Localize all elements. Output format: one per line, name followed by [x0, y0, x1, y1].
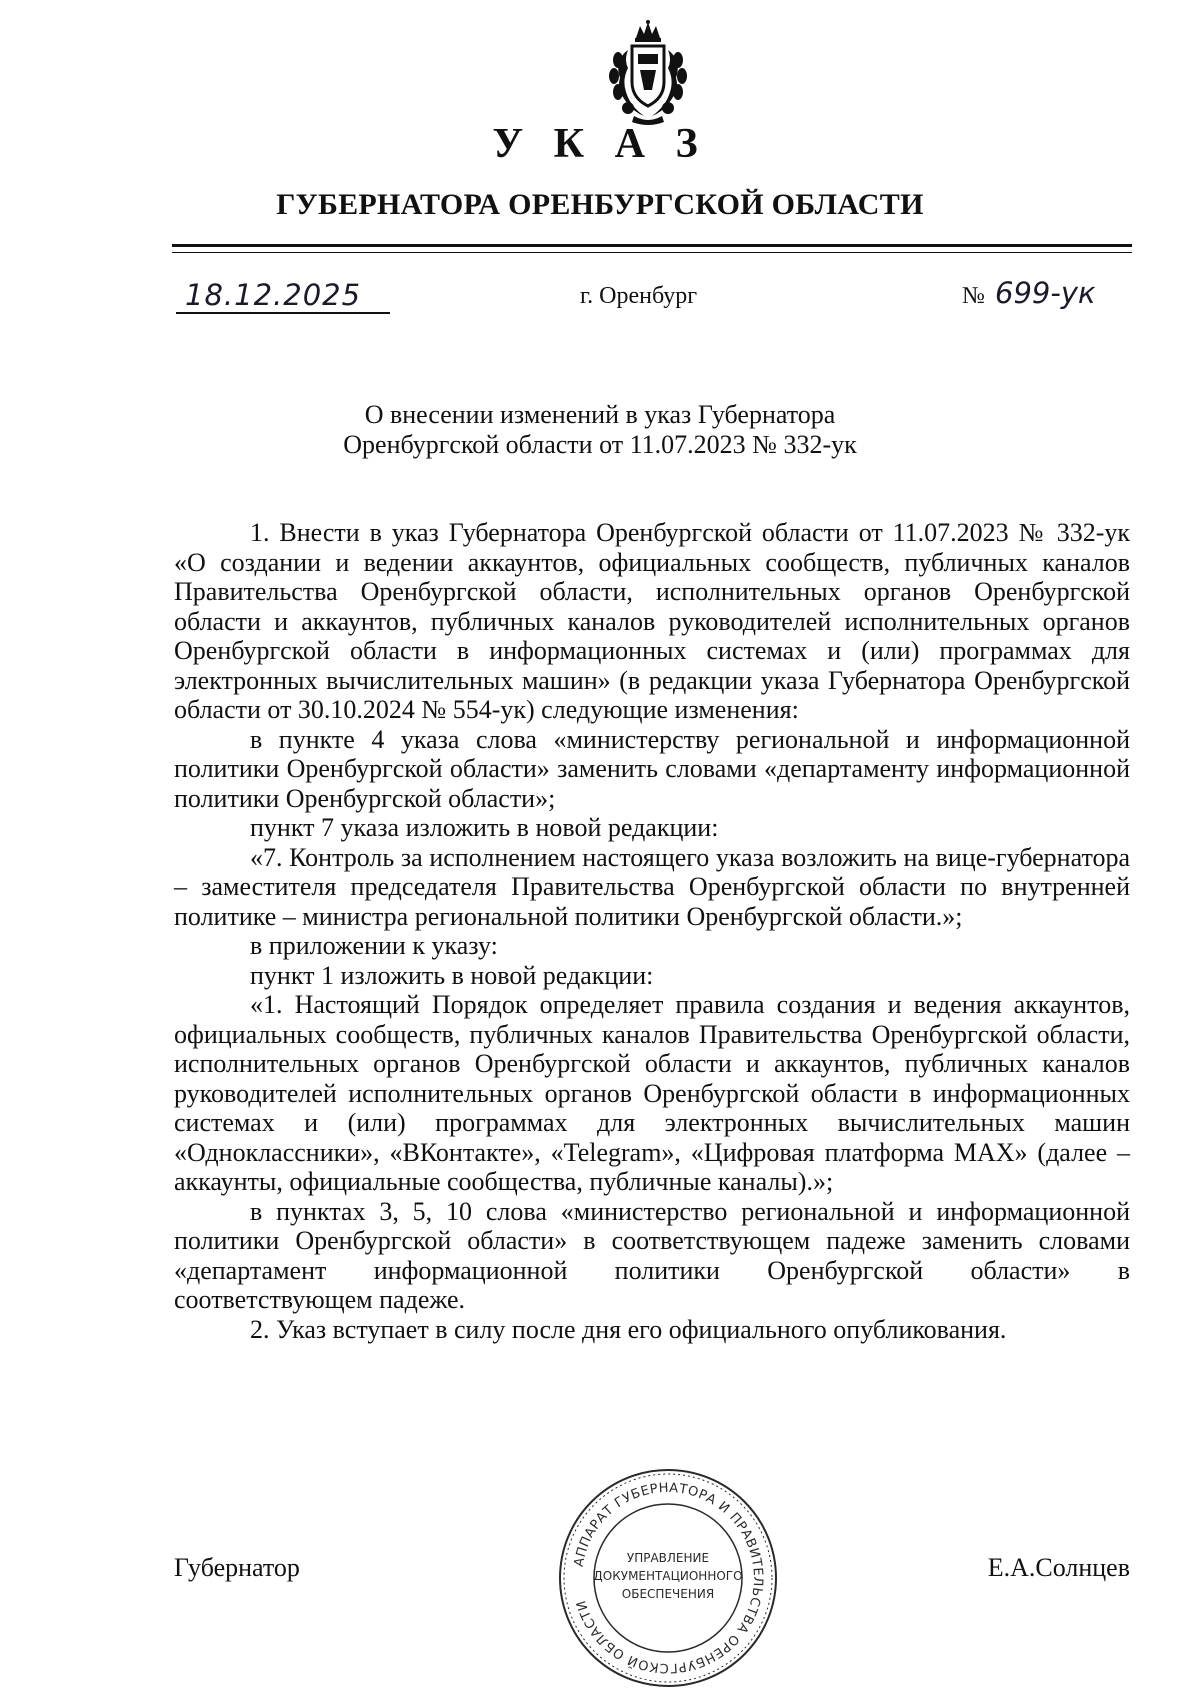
body-paragraph: пункт 1 изложить в новой редакции:	[250, 960, 654, 990]
document-heading	[0, 400, 1200, 460]
heading-line: Оренбургской области от 11.07.2023 № 332-ук	[343, 430, 857, 459]
stamp-center-line: УПРАВЛЕНИЕ	[626, 1551, 710, 1565]
stamp-center-line: ДОКУМЕНТАЦИОННОГО	[593, 1569, 743, 1583]
stamp-center-line: ОБЕСПЕЧЕНИЯ	[621, 1587, 715, 1601]
header-rule-thin	[172, 252, 1132, 253]
body-paragraph: «7. Контроль за исполнением настоящего указа возложить на вице-губернатора – заместителя председателя Правительства Оренбургской области по внутренней политике – министра региональной политики Оренбургской области.»;	[174, 842, 1130, 931]
body-paragraph: в приложении к указу:	[250, 931, 498, 960]
heading-line: О внесении изменений в указ Губернатора	[364, 400, 836, 429]
body-paragraph: «1. Настоящий Порядок определяет правила создания и ведения аккаунтов, официальных сообществ, публичных каналов Правительства Оренбургской области, исполнительных органов Оренбургской области и аккаунтов, публичных каналов руководителей исполнительных органов Оренбургской области в информационных системах и (или) программах для электронных вычислительных машин «Одноклассники», «ВКонтакте», «Telegram», «Цифровая платформа MAX» (далее – аккаунты, официальные сообщества, публичные каналы).»;	[174, 990, 1130, 1196]
number-sign: №	[962, 283, 985, 309]
document-date: 18.12.2025	[185, 278, 362, 312]
body-paragraph: в пунктах 3, 5, 10 слова «министерство региональной и информационной политики Оренбургской области» в соответствующем падеже заменить словами «департамент информационной политики Оренбургской области» в соответствующем падеже.	[174, 1196, 1130, 1314]
document-number: 699-ук	[995, 276, 1096, 310]
coat-of-arms-emblem	[608, 20, 688, 126]
signatory-name: Е.А.Солнцев	[987, 1553, 1130, 1582]
document-body	[174, 518, 1130, 1344]
document-title: У К А З	[492, 121, 708, 167]
body-paragraph: в пункте 4 указа слова «министерству региональной и информационной политики Оренбургской области» заменить словами «департаменту информационной политики Оренбургской области»;	[174, 724, 1130, 813]
official-stamp	[556, 1466, 780, 1690]
date-underline	[176, 312, 390, 314]
document-city: г. Оренбург	[580, 283, 698, 309]
header-rule-thick	[172, 244, 1132, 247]
stamp-ring-textpath: АППАРАТ ГУБЕРНАТОРА И ПРАВИТЕЛЬСТВА ОРЕНБУРГСКОЙ ОБЛАСТИ	[571, 1480, 766, 1676]
document-subtitle: ГУБЕРНАТОРА ОРЕНБУРГСКОЙ ОБЛАСТИ	[276, 188, 924, 221]
signatory-position: Губернатор	[174, 1553, 300, 1582]
body-paragraph: 2. Указ вступает в силу после дня его официального опубликования.	[250, 1314, 1007, 1344]
body-paragraph: 1. Внести в указ Губернатора Оренбургской области от 11.07.2023 № 332-ук «О создании и ведении аккаунтов, официальных сообществ, публичных каналов Правительства Оренбургской области, исполнительных органов Оренбургской области и аккаунтов, публичных каналов руководителей исполнительных органов Оренбургской области в информационных системах и (или) программах для электронных вычислительных машин» (в редакции указа Губернатора Оренбургской области от 30.10.2024 № 554-ук) следующие изменения:	[174, 518, 1130, 724]
body-paragraph: пункт 7 указа изложить в новой редакции:	[250, 813, 719, 842]
